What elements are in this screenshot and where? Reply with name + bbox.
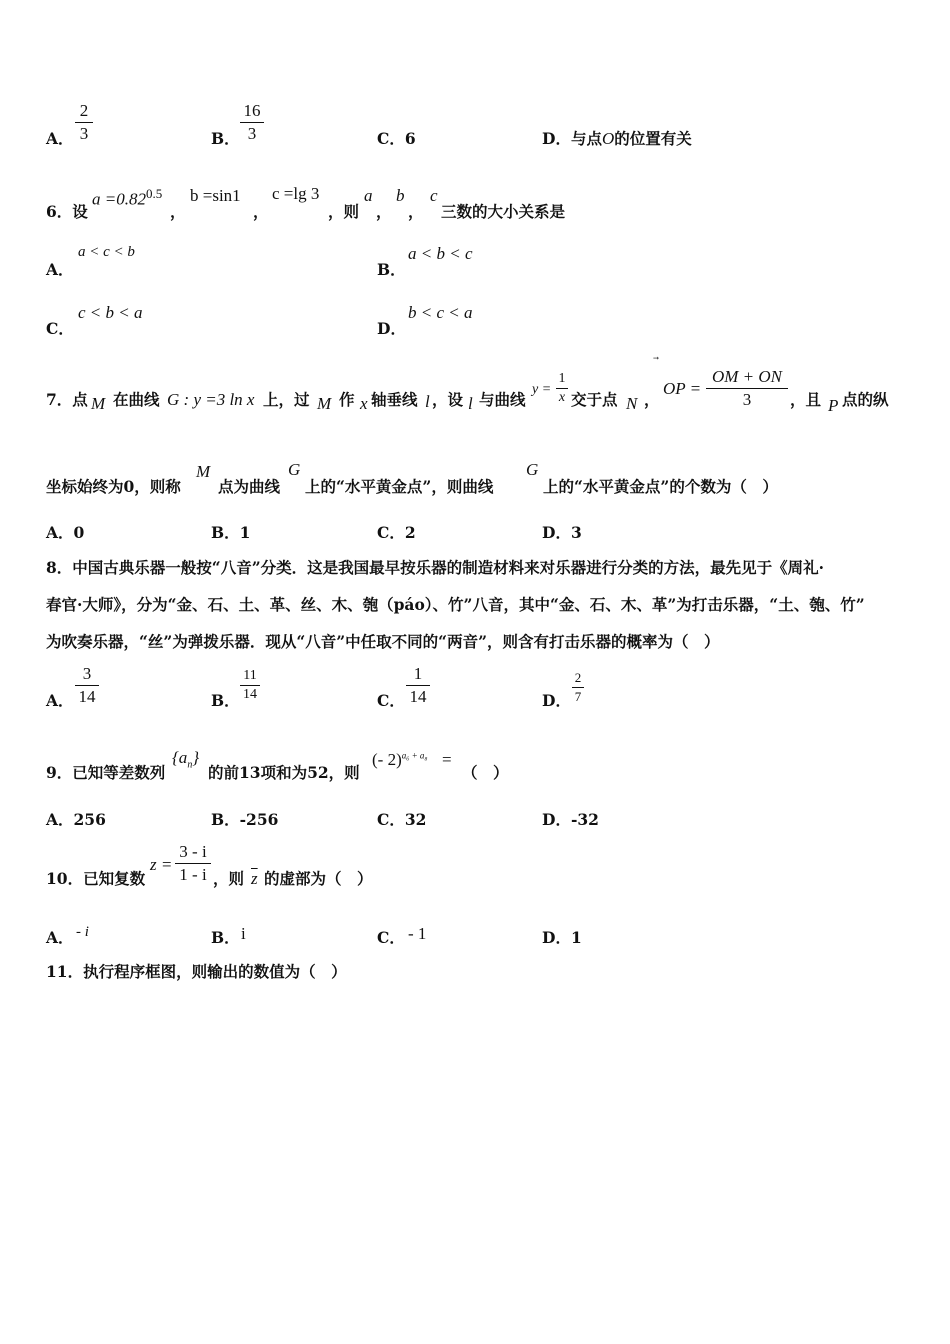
q7-text: 作 bbox=[339, 390, 355, 409]
q6-var-a: a bbox=[364, 186, 373, 205]
q7-var-M: M bbox=[91, 394, 106, 413]
q7-var-G: G bbox=[526, 460, 539, 479]
q7-curve-expr: G : y =3 ln x bbox=[167, 390, 255, 409]
q6-c-expr: c =lg 3 bbox=[272, 184, 320, 203]
q7-text: 点的纵 bbox=[842, 390, 889, 409]
q6-b-expr: b =sin1 bbox=[190, 186, 241, 205]
q5-option-a-label: A． bbox=[46, 129, 74, 148]
q6-sep: ， bbox=[253, 202, 269, 221]
q7-text: ，且 bbox=[790, 390, 822, 409]
q8-option-b-fraction: 11 14 bbox=[240, 668, 260, 703]
q10-option-c: - 1 bbox=[408, 924, 427, 943]
q7-text: ， bbox=[644, 390, 660, 409]
q7-option-b: B．1 bbox=[211, 523, 251, 542]
q6-sep: ， bbox=[408, 202, 424, 221]
q9-equals: = bbox=[442, 750, 452, 769]
q6-tail: 三数的大小关系是 bbox=[441, 202, 566, 221]
q10-text: ，则 bbox=[213, 869, 245, 888]
q8-option-a-fraction: 3 14 bbox=[75, 664, 99, 707]
q8-text-line3: 为吹奏乐器，“丝”为弹拨乐器．现从“八音”中任取不同的“两音”，则含有打击乐器的概率为（ ） bbox=[46, 632, 720, 651]
q9-option-d: D．-32 bbox=[542, 810, 599, 829]
q7-y-eq: y = bbox=[532, 382, 552, 397]
q9-option-a: A．256 bbox=[46, 810, 106, 829]
q8-option-c-fraction: 1 14 bbox=[406, 664, 430, 707]
q7-var-M: M bbox=[196, 462, 211, 481]
q6-option-a-label: A． bbox=[46, 260, 74, 279]
q7-text: 轴垂线 bbox=[371, 390, 418, 409]
q10-z-conjugate: $\overline{z}$ bbox=[251, 869, 258, 888]
q5-option-d: D．与点O的位置有关 bbox=[542, 129, 692, 148]
q11-text: 11．执行程序框图，则输出的数值为（ ） bbox=[46, 962, 347, 981]
q6-then: ，则 bbox=[328, 202, 360, 221]
q7-option-d: D．3 bbox=[542, 523, 582, 542]
q7-op-expr: OP = bbox=[663, 379, 702, 398]
q6-option-c-label: C． bbox=[46, 319, 74, 338]
q7-line2-text: 上的“水平黄金点”，则曲线 bbox=[305, 477, 494, 496]
q7-text: 与曲线 bbox=[479, 390, 526, 409]
q7-var-P: P bbox=[828, 396, 839, 415]
q6-var-b: b bbox=[396, 186, 405, 205]
q5-option-a-fraction: 2 3 bbox=[75, 101, 93, 144]
q8-text-line1: 8．中国古典乐器一般按“八音”分类．这是我国最早按乐器的制造材料来对乐器进行分类的方法，最先见于《周礼· bbox=[46, 558, 825, 577]
q8-option-d-label: D． bbox=[542, 691, 571, 710]
q6-lead: 6．设 bbox=[46, 202, 88, 221]
q9-power-expr: (- 2)$^{a_6 + a_8}$ bbox=[372, 750, 428, 769]
q10-tail: 的虚部为（ ） bbox=[264, 869, 373, 888]
q7-var-x: x bbox=[360, 394, 368, 413]
q7-op-fraction: OM + ON 3 bbox=[706, 367, 788, 410]
q7-text: 在曲线 bbox=[113, 390, 160, 409]
q9-tail: （ ） bbox=[462, 763, 509, 782]
q6-option-b: a < b < c bbox=[408, 244, 473, 263]
q7-text: 上，过 bbox=[263, 390, 310, 409]
q10-fraction: 3 - i 1 - i bbox=[175, 842, 211, 885]
q7-var-N: N bbox=[626, 394, 638, 413]
q9-option-b: B．-256 bbox=[211, 810, 279, 829]
q10-option-b-label: B． bbox=[211, 928, 240, 947]
q6-option-b-label: B． bbox=[377, 260, 406, 279]
q7-text: ，设 bbox=[432, 390, 464, 409]
q10-option-b: i bbox=[241, 924, 246, 943]
q10-option-a-label: A． bbox=[46, 928, 74, 947]
q10-lead: 10．已知复数 bbox=[46, 869, 146, 888]
q6-option-c: c < b < a bbox=[78, 303, 143, 322]
q10-z-eq: z = bbox=[150, 855, 173, 874]
q9-sequence: $\{a_n\}$ bbox=[172, 748, 200, 771]
q10-option-a: - i bbox=[76, 924, 89, 940]
q8-option-b-label: B． bbox=[211, 691, 240, 710]
q8-option-d-fraction: 2 7 bbox=[572, 670, 584, 705]
q9-option-c: C．32 bbox=[377, 810, 427, 829]
q7-var-l: l bbox=[468, 394, 473, 413]
q7-line2-text: 坐标始终为0，则称 bbox=[46, 477, 181, 496]
q7-option-a: A．0 bbox=[46, 523, 85, 542]
q8-option-c-label: C． bbox=[377, 691, 405, 710]
q9-lead: 9．已知等差数列 bbox=[46, 763, 166, 782]
q9-text: 的前13项和为52，则 bbox=[208, 763, 360, 782]
q7-line2-text: 上的“水平黄金点”的个数为（ ） bbox=[543, 477, 778, 496]
q7-lead: 7．点 bbox=[46, 390, 88, 409]
q7-text: 交于点 bbox=[571, 390, 618, 409]
q8-option-a-label: A． bbox=[46, 691, 74, 710]
q8-text-line2: 春官·大师》，分为“金、石、土、革、丝、木、匏（páo）、竹”八音，其中“金、石、木、革”为打击乐器，“土、匏、竹” bbox=[46, 595, 865, 614]
q7-line2-text: 点为曲线 bbox=[218, 477, 281, 496]
q6-sep: ， bbox=[170, 202, 186, 221]
q7-var-M: M bbox=[317, 394, 332, 413]
q6-a-expr: $a =0.82^{0.5}$ bbox=[92, 186, 163, 209]
q10-option-c-label: C． bbox=[377, 928, 405, 947]
q7-option-c: C．2 bbox=[377, 523, 416, 542]
q7-var-G: G bbox=[288, 460, 301, 479]
q10-option-d: D．1 bbox=[542, 928, 582, 947]
q5-option-b-label: B． bbox=[211, 129, 240, 148]
q6-option-d-label: D． bbox=[377, 319, 406, 338]
q7-fraction-1-over-x: 1 x bbox=[556, 371, 568, 406]
q5-option-c: C．6 bbox=[377, 129, 416, 148]
q6-sep: ， bbox=[376, 202, 392, 221]
q5-option-b-fraction: 16 3 bbox=[240, 101, 264, 144]
q6-var-c: c bbox=[430, 186, 438, 205]
q6-option-d: b < c < a bbox=[408, 303, 473, 322]
q6-option-a: a < c < b bbox=[78, 244, 135, 260]
q7-var-l: l bbox=[425, 392, 430, 411]
